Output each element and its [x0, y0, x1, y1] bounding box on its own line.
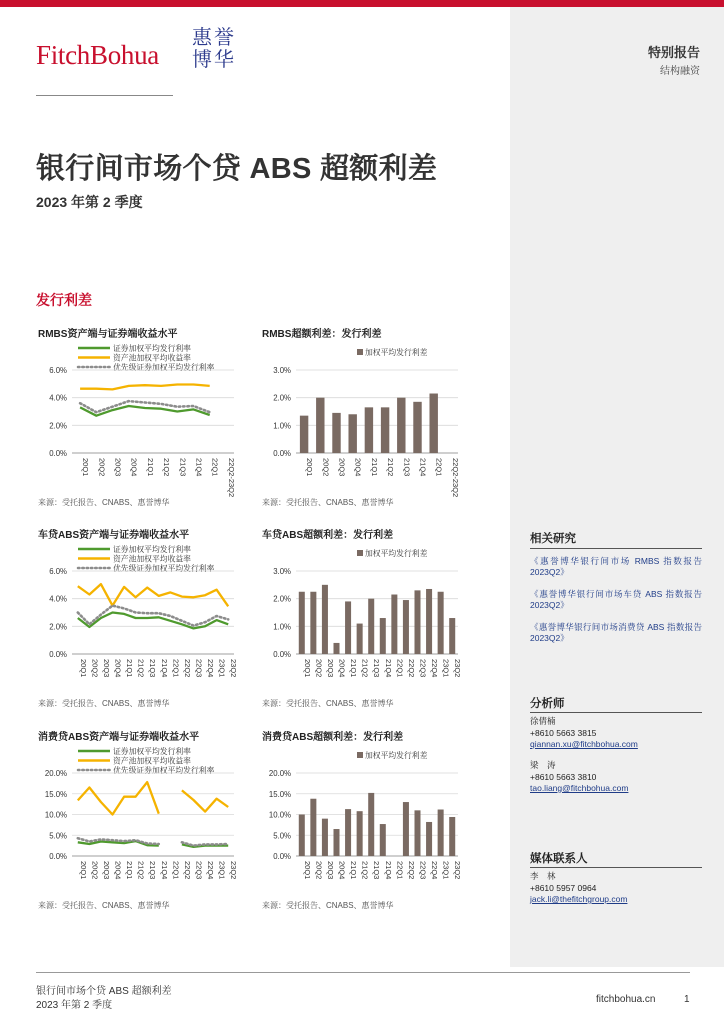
x-tick-label: 22Q2 [182, 659, 192, 678]
seal-char: 誉 [214, 25, 236, 49]
logo-underline [36, 95, 173, 96]
x-tick-label: 20Q2 [321, 458, 331, 477]
x-tick-label: 22Q3 [418, 861, 428, 880]
bar [426, 822, 432, 856]
x-tick-label: 22Q2 [406, 861, 416, 880]
media-contact-title: 媒体联系人 [530, 853, 588, 865]
analyst-card [530, 716, 638, 751]
related-link[interactable]: 《惠誉博华银行间市场 RMBS 指数报告 2023Q2》 [530, 556, 702, 577]
x-tick-label: 20Q3 [325, 861, 335, 880]
top-accent-bar [0, 0, 724, 7]
related-link[interactable]: 《惠誉博华银行间市场消费贷 ABS 指数报告 2023Q2》 [530, 622, 702, 643]
bar [322, 819, 328, 856]
footer-rule [36, 972, 690, 973]
chart-title: 消费贷ABS超额利差：发行利差 [262, 732, 404, 743]
analyst-name: 梁 涛 [530, 760, 556, 770]
series-line-2 [78, 584, 228, 606]
x-tick-label: 20Q4 [129, 458, 139, 477]
legend-label: 证券加权平均发行利率 [113, 747, 191, 756]
x-tick-label: 22Q1 [210, 458, 220, 477]
y-tick-label: 5.0% [273, 831, 291, 841]
bar [332, 413, 340, 453]
x-tick-label: 21Q1 [369, 458, 379, 477]
x-tick-label: 21Q2 [162, 458, 172, 477]
x-tick-label: 22Q2-23Q2 [450, 458, 460, 498]
x-tick-label: 21Q2 [136, 659, 146, 678]
y-tick-label: 6.0% [49, 567, 67, 576]
chart-source: 来源：受托报告、CNABS、惠誉博华 [262, 901, 394, 910]
x-tick-label: 23Q1 [441, 861, 451, 880]
bar [299, 815, 305, 857]
x-tick-label: 22Q3 [194, 659, 204, 678]
legend-label: 优先级证券加权平均发行利率 [113, 766, 215, 775]
x-tick-label: 23Q2 [453, 861, 463, 880]
report-type: 特别报告 [647, 45, 700, 60]
contact-email[interactable]: jack.li@thefitchgroup.com [530, 894, 628, 904]
chart-svg [260, 529, 465, 714]
chart-svg [260, 731, 465, 916]
y-tick-label: 2.0% [273, 393, 291, 403]
series-line-2 [78, 782, 159, 814]
bar [333, 643, 339, 654]
chart-title: RMBS超额利差：发行利差 [262, 329, 382, 340]
x-tick-label: 20Q4 [337, 659, 347, 678]
divider [530, 867, 702, 868]
chart-source: 来源：受托报告、CNABS、惠誉博华 [38, 498, 170, 507]
x-tick-label: 21Q3 [178, 458, 188, 477]
related-research-title: 相关研究 [530, 533, 576, 545]
analyst-email[interactable]: qiannan.xu@fitchbohua.com [530, 739, 638, 749]
x-tick-label: 23Q2 [229, 861, 239, 880]
x-tick-label: 22Q1 [171, 861, 181, 880]
y-tick-label: 2.0% [49, 421, 67, 431]
bar [333, 829, 339, 856]
page-subtitle: 2023 年第 2 季度 [36, 194, 143, 210]
analyst-phone: +8610 5663 3810 [530, 771, 597, 782]
x-tick-label: 20Q1 [81, 458, 91, 477]
legend-label: 优先级证券加权平均发行利率 [113, 564, 215, 573]
x-tick-label: 21Q4 [418, 458, 428, 477]
chart-title: 消费贷ABS资产端与证券端收益水平 [38, 732, 200, 743]
chart-title: 车贷ABS超额利差：发行利差 [262, 530, 394, 541]
bar [310, 592, 316, 654]
bar [348, 414, 356, 453]
bar [438, 592, 444, 654]
bar [403, 600, 409, 654]
y-tick-label: 6.0% [49, 366, 67, 375]
bar [449, 618, 455, 654]
y-tick-label: 15.0% [44, 789, 67, 799]
page-number: 1 [684, 994, 690, 1005]
consumer-spread-chart [260, 731, 465, 916]
legend-label: 资产池加权平均收益率 [113, 554, 191, 564]
rmbs-yield-chart [36, 328, 241, 513]
seal-char: 惠 [192, 25, 214, 49]
bar [414, 810, 420, 856]
footer-site[interactable]: fitchbohua.cn [596, 994, 656, 1005]
divider [530, 712, 702, 713]
y-tick-label: 10.0% [268, 810, 291, 820]
section-title: 发行利差 [36, 292, 92, 308]
x-tick-label: 21Q3 [148, 861, 158, 880]
x-tick-label: 22Q1 [171, 659, 181, 678]
x-tick-label: 22Q1 [395, 659, 405, 678]
x-tick-label: 20Q3 [113, 458, 123, 477]
bar [429, 394, 437, 453]
x-tick-label: 20Q2 [90, 861, 100, 880]
x-tick-label: 21Q1 [349, 659, 359, 678]
bar [426, 589, 432, 654]
legend-label: 优先级证券加权平均发行利率 [113, 363, 215, 372]
legend-label: 证券加权平均发行利率 [113, 545, 191, 554]
x-tick-label: 21Q1 [145, 458, 155, 477]
y-tick-label: 1.0% [273, 421, 291, 431]
legend-label: 加权平均发行利差 [365, 348, 428, 357]
x-tick-label: 22Q2-23Q2 [226, 458, 236, 498]
x-tick-label: 20Q1 [305, 458, 315, 477]
bar [345, 809, 351, 856]
x-tick-label: 20Q4 [113, 861, 123, 880]
sidebar-panel [510, 7, 724, 967]
bar [380, 824, 386, 856]
bar [365, 407, 373, 453]
chart-svg [36, 328, 241, 513]
x-tick-label: 21Q4 [194, 458, 204, 477]
y-tick-label: 1.0% [273, 622, 291, 632]
x-tick-label: 21Q2 [386, 458, 396, 477]
x-tick-label: 23Q1 [217, 659, 227, 678]
x-tick-label: 23Q1 [217, 861, 227, 880]
auto-yield-chart [36, 529, 241, 714]
bar [414, 590, 420, 654]
x-tick-label: 22Q1 [434, 458, 444, 477]
bar [381, 407, 389, 453]
legend-label: 加权平均发行利差 [365, 549, 428, 558]
y-tick-label: 2.0% [49, 622, 67, 632]
x-tick-label: 21Q1 [125, 659, 135, 678]
x-tick-label: 21Q4 [159, 861, 169, 880]
x-tick-label: 21Q4 [159, 659, 169, 678]
y-tick-label: 3.0% [273, 567, 291, 576]
x-tick-label: 20Q3 [325, 659, 335, 678]
x-tick-label: 20Q3 [337, 458, 347, 477]
bar [397, 398, 405, 453]
analyst-phone: +8610 5663 3815 [530, 727, 597, 738]
bar [299, 592, 305, 654]
x-tick-label: 20Q3 [101, 659, 111, 678]
y-tick-label: 20.0% [268, 769, 291, 778]
contact-phone: +8610 5957 0964 [530, 882, 597, 893]
bar [322, 585, 328, 654]
series-line-2 [80, 385, 210, 390]
bar [368, 599, 374, 654]
x-tick-label: 23Q1 [441, 659, 451, 678]
y-tick-label: 5.0% [49, 831, 67, 841]
divider [530, 548, 702, 549]
report-subtype: 结构融资 [660, 66, 700, 77]
x-tick-label: 21Q3 [372, 659, 382, 678]
legend-swatch [357, 752, 363, 758]
x-tick-label: 21Q1 [125, 861, 135, 880]
chart-source: 来源：受托报告、CNABS、惠誉博华 [38, 699, 170, 708]
legend-swatch [357, 349, 363, 355]
chart-svg [36, 529, 241, 714]
chart-svg [36, 731, 241, 916]
contact-name: 李 林 [530, 871, 556, 881]
bar [380, 618, 386, 654]
analyst-card [530, 760, 628, 795]
x-tick-label: 22Q2 [406, 659, 416, 678]
x-tick-label: 20Q4 [337, 861, 347, 880]
y-tick-label: 10.0% [44, 810, 67, 820]
auto-spread-chart [260, 529, 465, 714]
x-tick-label: 22Q2 [182, 861, 192, 880]
x-tick-label: 22Q4 [206, 861, 216, 880]
bar [438, 810, 444, 856]
legend-swatch [357, 550, 363, 556]
seal-char: 华 [214, 47, 236, 71]
bar [300, 416, 308, 453]
x-tick-label: 21Q4 [383, 861, 393, 880]
x-tick-label: 20Q2 [90, 659, 100, 678]
x-tick-label: 22Q4 [206, 659, 216, 678]
bar [368, 793, 374, 856]
series-line-3 [78, 606, 228, 626]
y-tick-label: 0.0% [49, 449, 67, 458]
x-tick-label: 23Q2 [453, 659, 463, 678]
y-tick-label: 15.0% [268, 789, 291, 799]
rmbs-spread-chart [260, 328, 465, 513]
x-tick-label: 21Q2 [136, 861, 146, 880]
x-tick-label: 21Q3 [372, 861, 382, 880]
chart-title: RMBS资产端与证券端收益水平 [38, 329, 178, 340]
y-tick-label: 0.0% [49, 852, 67, 861]
legend-label: 资产池加权平均收益率 [113, 353, 191, 363]
chart-title: 车贷ABS资产端与证券端收益水平 [38, 530, 190, 541]
x-tick-label: 21Q4 [383, 659, 393, 678]
seal-char: 博 [192, 47, 214, 71]
x-tick-label: 23Q2 [229, 659, 239, 678]
x-tick-label: 20Q2 [97, 458, 107, 477]
x-tick-label: 20Q4 [353, 458, 363, 477]
chart-svg [260, 328, 465, 513]
bar [357, 624, 363, 654]
x-tick-label: 20Q2 [314, 659, 324, 678]
y-tick-label: 0.0% [273, 852, 291, 861]
chart-source: 来源：受托报告、CNABS、惠誉博华 [262, 498, 394, 507]
seal-logo [186, 26, 242, 70]
consumer-yield-chart [36, 731, 241, 916]
bar [316, 398, 324, 453]
legend-label: 加权平均发行利差 [365, 751, 428, 760]
y-tick-label: 3.0% [273, 366, 291, 375]
bar [403, 802, 409, 856]
analyst-title: 分析师 [530, 698, 565, 710]
footer-title: 银行间市场个贷 ABS 超额利差 [36, 986, 172, 997]
x-tick-label: 22Q4 [430, 659, 440, 678]
bar [357, 811, 363, 856]
chart-source: 来源：受托报告、CNABS、惠誉博华 [38, 901, 170, 910]
x-tick-label: 21Q3 [148, 659, 158, 678]
media-contact-card [530, 871, 627, 906]
y-tick-label: 0.0% [273, 650, 291, 659]
x-tick-label: 22Q3 [194, 861, 204, 880]
analyst-email[interactable]: tao.liang@fitchbohua.com [530, 783, 629, 793]
legend-label: 资产池加权平均收益率 [113, 756, 191, 766]
x-tick-label: 22Q1 [395, 861, 405, 880]
y-tick-label: 0.0% [273, 449, 291, 458]
x-tick-label: 21Q1 [349, 861, 359, 880]
x-tick-label: 20Q2 [314, 861, 324, 880]
y-tick-label: 20.0% [44, 769, 67, 778]
x-tick-label: 20Q1 [302, 659, 312, 678]
x-tick-label: 20Q3 [101, 861, 111, 880]
x-tick-label: 20Q4 [113, 659, 123, 678]
x-tick-label: 20Q1 [78, 659, 88, 678]
bar [449, 817, 455, 856]
x-tick-label: 20Q1 [302, 861, 312, 880]
page-title: 银行间市场个贷 ABS 超额利差 [36, 153, 438, 185]
bar [391, 595, 397, 654]
x-tick-label: 20Q1 [78, 861, 88, 880]
chart-source: 来源：受托报告、CNABS、惠誉博华 [262, 699, 394, 708]
x-tick-label: 22Q3 [418, 659, 428, 678]
x-tick-label: 21Q2 [360, 861, 370, 880]
fitchbohua-logo: FitchBohua [36, 40, 159, 70]
y-tick-label: 4.0% [49, 594, 67, 604]
y-tick-label: 0.0% [49, 650, 67, 659]
y-tick-label: 4.0% [49, 393, 67, 403]
x-tick-label: 21Q3 [402, 458, 412, 477]
x-tick-label: 21Q2 [360, 659, 370, 678]
related-link[interactable]: 《惠誉博华银行间市场车贷 ABS 指数报告 2023Q2》 [530, 589, 702, 610]
footer-period: 2023 年第 2 季度 [36, 1000, 113, 1011]
x-tick-label: 22Q4 [430, 861, 440, 880]
bar [345, 601, 351, 654]
bar [413, 402, 421, 453]
bar [310, 799, 316, 856]
y-tick-label: 2.0% [273, 594, 291, 604]
legend-label: 证券加权平均发行利率 [113, 344, 191, 353]
analyst-name: 徐倩楠 [530, 716, 556, 726]
